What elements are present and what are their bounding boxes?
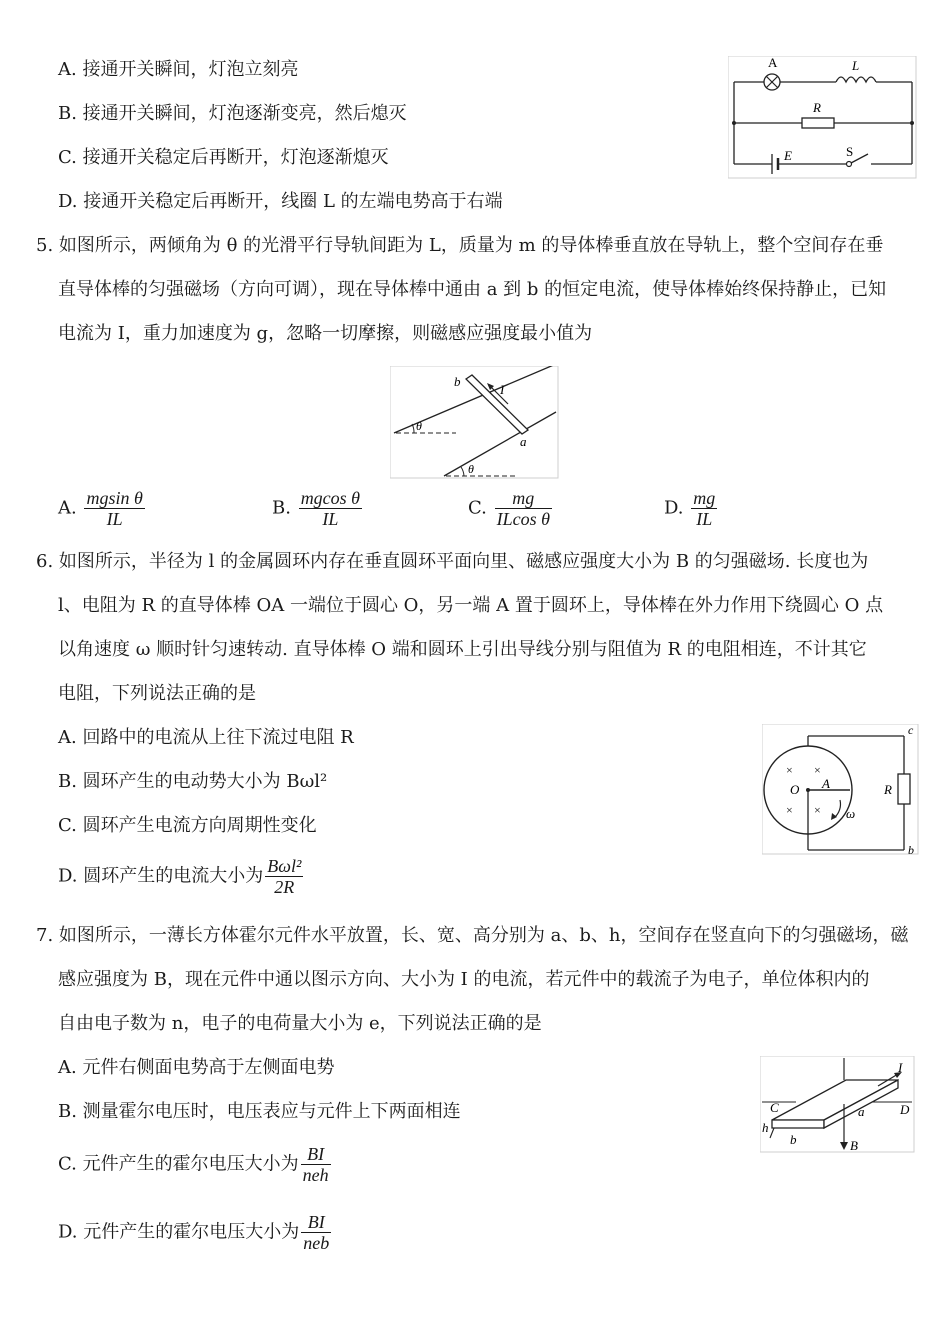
q5-stem-line-1: 5. 如图所示，两倾角为 θ 的光滑平行导轨间距为 L，质量为 m 的导体棒垂直放在导轨上，整个空间存在垂 xyxy=(36,235,884,256)
field-cross-3: × xyxy=(786,803,793,817)
q5-choice-c-fraction: $\frac{mg}{\text{ILcos θ}}$ xyxy=(496,488,550,529)
q5-choice-a-letter: A. xyxy=(58,497,77,519)
q7-stem-line-1: 7. 如图所示，一薄长方体霍尔元件水平放置，长、宽、高分别为 a、b、h，空间存在竖直向下的匀强磁场，磁 xyxy=(36,925,909,946)
q7-option-c-fraction: $\frac{BI}{\text{neh}}$ xyxy=(302,1144,329,1185)
side-c-label: C xyxy=(770,1100,779,1115)
q5-stem-line-2: 直导体棒的匀强磁场（方向可调），现在导体棒中通由 a 到 b 的恒定电流，使导体棒始终保持静止，已知 xyxy=(58,279,887,300)
q7-stem-line-3: 自由电子数为 n，电子的电荷量大小为 e，下列说法正确的是 xyxy=(58,1013,542,1034)
terminal-c-label: c xyxy=(908,724,914,737)
resistor-icon xyxy=(898,774,910,804)
terminal-b-label: b xyxy=(908,843,914,856)
field-b-label: B xyxy=(850,1138,858,1153)
q5-choice-a-fraction: $\frac{\text{mgsin θ}}{IL}$ xyxy=(86,488,143,529)
q6-option-d-fraction: $\frac{\text{Bωl²}}{2R}$ xyxy=(267,856,302,897)
q6-ring-figure xyxy=(762,724,920,856)
end-a-label: A xyxy=(822,776,830,791)
rod-end-b-label: b xyxy=(454,374,461,389)
q4-option-a: A. 接通开关瞬间，灯泡立刻亮 xyxy=(58,59,299,80)
q5-choice-b-fraction: $\frac{\text{mgcos θ}}{IL}$ xyxy=(300,488,361,529)
q5-rails-figure xyxy=(390,366,560,480)
q5-choice-a xyxy=(58,488,147,529)
q5-choice-c-letter: C. xyxy=(468,497,487,519)
inductor-label: L xyxy=(852,58,860,73)
side-d-label: D xyxy=(900,1102,910,1117)
q4-circuit-figure xyxy=(728,56,918,180)
resistor-icon xyxy=(802,118,834,128)
current-label: I xyxy=(898,1060,903,1075)
q5-choice-c xyxy=(468,488,554,529)
length-a-label: a xyxy=(858,1104,865,1119)
switch-label: S xyxy=(846,144,854,159)
field-cross-1: × xyxy=(786,763,793,777)
inductor-icon xyxy=(836,77,876,82)
q6-option-d-text: D. 圆环产生的电流大小为 xyxy=(58,865,264,887)
field-cross-2: × xyxy=(814,763,821,777)
q5-choice-d-letter: D. xyxy=(664,497,684,519)
q6-stem-line-1: 6. 如图所示，半径为 l 的金属圆环内存在垂直圆环平面向里、磁感应强度大小为 B 的匀强磁场. 长度也为 xyxy=(36,551,869,572)
q5-choice-b xyxy=(272,488,364,529)
q4-option-b: B. 接通开关瞬间，灯泡逐渐变亮，然后熄灭 xyxy=(58,103,407,124)
q7-option-b: B. 测量霍尔电压时，电压表应与元件上下两面相连 xyxy=(58,1101,461,1122)
center-o-label: O xyxy=(790,782,800,797)
q7-option-d xyxy=(58,1212,333,1253)
switch-icon xyxy=(847,162,852,167)
q6-stem-line-3: 以角速度 ω 顺时针匀速转动. 直导体棒 O 端和圆环上引出导线分别与阻值为 R 的电阻相连，不计其它 xyxy=(58,639,867,660)
field-cross-4: × xyxy=(814,803,821,817)
q6-option-b: B. 圆环产生的电动势大小为 Bωl² xyxy=(58,771,328,792)
field-arrow-icon xyxy=(840,1142,848,1150)
lamp-label: A xyxy=(768,56,778,70)
battery-label: E xyxy=(784,148,792,163)
resistor-label: R xyxy=(884,782,892,797)
q6-stem-line-4: 电阻，下列说法正确的是 xyxy=(58,683,256,704)
q5-stem-line-3: 电流为 I，重力加速度为 g，忽略一切摩擦，则磁感应强度最小值为 xyxy=(58,323,593,344)
q7-hall-element-figure xyxy=(760,1056,916,1154)
q5-choice-d xyxy=(664,488,719,529)
q7-option-a: A. 元件右侧面电势高于左侧面电势 xyxy=(58,1057,335,1078)
q4-option-c: C. 接通开关稳定后再断开，灯泡逐渐熄灭 xyxy=(58,147,389,168)
resistor-label: R xyxy=(813,100,821,115)
q7-option-d-text: D. 元件产生的霍尔电压大小为 xyxy=(58,1221,300,1243)
q6-option-c: C. 圆环产生电流方向周期性变化 xyxy=(58,815,317,836)
q4-option-d: D. 接通开关稳定后再断开，线圈 L 的左端电势高于右端 xyxy=(58,191,503,212)
q7-stem-line-2: 感应强度为 B，现在元件中通以图示方向、大小为 I 的电流，若元件中的载流子为电子，单位体积内的 xyxy=(58,969,870,990)
height-h-label: h xyxy=(762,1120,769,1135)
omega-label: ω xyxy=(846,806,856,821)
q7-option-d-fraction: $\frac{BI}{\text{neb}}$ xyxy=(303,1212,330,1253)
q5-choice-d-fraction: $\frac{mg}{IL}$ xyxy=(693,488,716,529)
q5-choice-b-letter: B. xyxy=(272,497,291,519)
conductor-rod xyxy=(466,375,528,434)
q6-stem-line-2: l、电阻为 R 的直导体棒 OA 一端位于圆心 O，另一端 A 置于圆环上，导体棒在外力作用下绕圆心 O 点 xyxy=(58,595,884,616)
angle-label-upper: θ xyxy=(416,419,422,433)
rod-end-a-label: a xyxy=(520,434,527,449)
q6-option-a: A. 回路中的电流从上往下流过电阻 R xyxy=(58,727,354,748)
angle-label-lower: θ xyxy=(468,462,474,476)
current-label: I xyxy=(500,382,505,397)
width-b-label: b xyxy=(790,1132,797,1147)
q7-option-c-text: C. 元件产生的霍尔电压大小为 xyxy=(58,1153,299,1175)
q7-option-c xyxy=(58,1144,333,1185)
q6-option-d xyxy=(58,856,305,897)
